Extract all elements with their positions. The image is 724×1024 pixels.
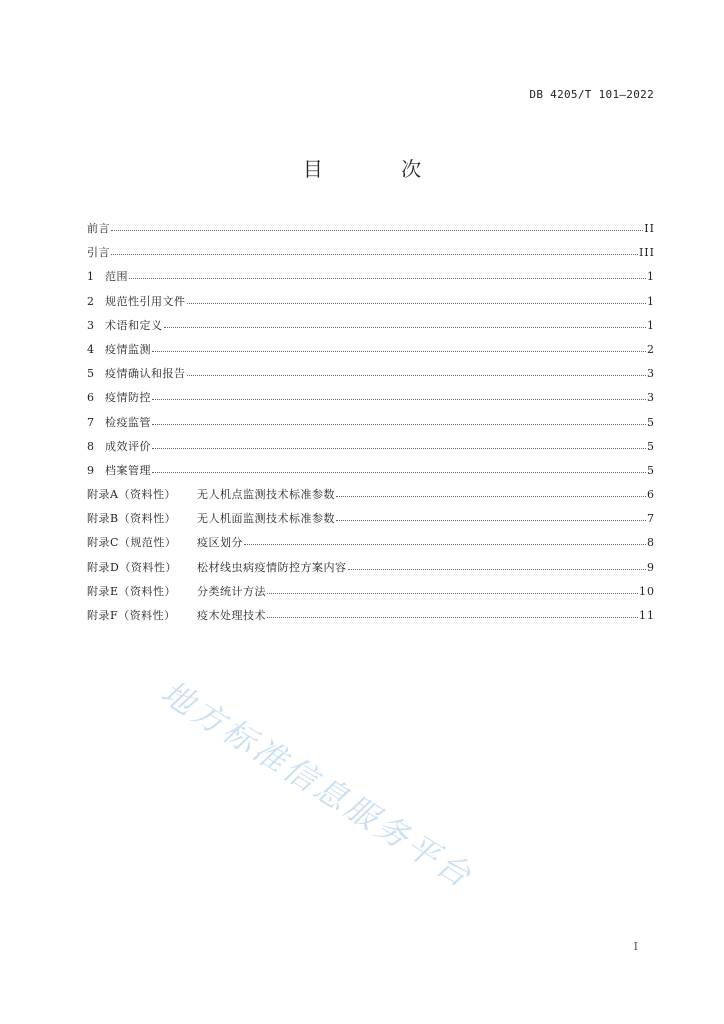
toc-entry-page: 5 xyxy=(647,415,655,429)
toc-entry[interactable] xyxy=(87,293,655,317)
toc-leader-dots xyxy=(348,560,647,570)
toc-leader-dots xyxy=(152,415,646,425)
toc-entry-label: 成效评价 xyxy=(105,439,151,453)
toc-leader-dots xyxy=(164,318,647,328)
watermark: 地方标准信息服务平台 xyxy=(154,673,481,897)
page-title: 目 次 xyxy=(302,157,458,181)
toc-leader-dots xyxy=(129,269,646,279)
toc-entry-page: 8 xyxy=(647,536,655,550)
toc-entry[interactable] xyxy=(87,365,655,389)
toc-entry-page: 7 xyxy=(647,512,655,526)
toc-entry-page: 11 xyxy=(639,609,655,622)
toc-entry-label: 前言 xyxy=(87,222,110,235)
toc-entry[interactable] xyxy=(87,341,655,365)
toc-leader-dots xyxy=(187,366,647,376)
toc-entry-number: 3 xyxy=(87,318,94,332)
table-of-contents xyxy=(87,220,655,631)
toc-entry-label: 松材线虫病疫情防控方案内容 xyxy=(197,560,347,574)
toc-entry-appendix-prefix: 附录D（资料性） xyxy=(87,560,177,574)
toc-entry-page: III xyxy=(638,246,655,260)
toc-entry-label: 分类统计方法 xyxy=(197,584,266,598)
toc-leader-dots xyxy=(267,608,638,618)
toc-entry-number: 7 xyxy=(87,415,94,429)
toc-entry-page: 2 xyxy=(647,342,655,356)
toc-leader-dots xyxy=(244,535,646,545)
toc-entry-label: 术语和定义 xyxy=(105,318,163,332)
toc-entry-number: 1 xyxy=(87,270,94,284)
toc-entry[interactable] xyxy=(87,559,655,583)
toc-leader-dots xyxy=(152,390,646,400)
toc-leader-dots xyxy=(111,245,638,255)
toc-entry-page: II xyxy=(644,222,655,235)
toc-entry-label: 疫情防控 xyxy=(105,391,151,405)
toc-entry[interactable] xyxy=(87,510,655,534)
toc-entry-page: 3 xyxy=(647,391,655,405)
toc-entry-label: 范围 xyxy=(105,270,128,284)
toc-entry[interactable] xyxy=(87,534,655,558)
toc-entry-number: 4 xyxy=(87,342,94,356)
toc-entry-label: 档案管理 xyxy=(105,463,151,477)
toc-leader-dots xyxy=(152,439,646,449)
toc-entry-label: 无人机点监测技术标准参数 xyxy=(197,488,335,502)
toc-entry[interactable] xyxy=(87,583,655,607)
document-code: DB 4205/T 101—2022 xyxy=(529,88,654,101)
toc-entry[interactable] xyxy=(87,220,655,244)
toc-entry-label: 疫情确认和报告 xyxy=(105,367,186,381)
toc-entry-appendix-prefix: 附录B（资料性） xyxy=(87,512,177,526)
toc-entry-page: 1 xyxy=(647,270,655,284)
toc-entry-label: 疫木处理技术 xyxy=(197,609,266,622)
toc-leader-dots xyxy=(111,221,643,231)
toc-entry-number: 6 xyxy=(87,391,94,405)
toc-entry-page: 6 xyxy=(647,488,655,502)
toc-entry-page: 9 xyxy=(647,560,655,574)
toc-leader-dots xyxy=(336,511,646,521)
toc-entry-page: 3 xyxy=(647,367,655,381)
toc-entry-page: 5 xyxy=(647,463,655,477)
toc-entry-label: 引言 xyxy=(87,246,110,260)
toc-entry-number: 2 xyxy=(87,294,94,308)
toc-entry-label: 规范性引用文件 xyxy=(105,294,186,308)
toc-entry-number: 5 xyxy=(87,367,94,381)
toc-entry-page: 5 xyxy=(647,439,655,453)
toc-leader-dots xyxy=(187,294,647,304)
toc-leader-dots xyxy=(152,342,646,352)
toc-entry-label: 疫区划分 xyxy=(197,536,243,550)
toc-entry[interactable] xyxy=(87,607,655,631)
toc-leader-dots xyxy=(152,463,646,473)
toc-entry-appendix-prefix: 附录E（资料性） xyxy=(87,584,177,598)
toc-entry-page: 1 xyxy=(647,294,655,308)
toc-entry[interactable] xyxy=(87,438,655,462)
toc-entry-appendix-prefix: 附录C（规范性） xyxy=(87,536,177,550)
toc-entry-number: 9 xyxy=(87,463,94,477)
toc-entry-number: 8 xyxy=(87,439,94,453)
toc-leader-dots xyxy=(267,584,638,594)
page-number: I xyxy=(633,940,638,953)
toc-entry[interactable] xyxy=(87,389,655,413)
toc-entry[interactable] xyxy=(87,268,655,292)
toc-entry[interactable] xyxy=(87,486,655,510)
toc-entry[interactable] xyxy=(87,462,655,486)
toc-entry-appendix-prefix: 附录F（资料性） xyxy=(87,609,176,622)
toc-entry[interactable] xyxy=(87,244,655,268)
toc-entry-appendix-prefix: 附录A（资料性） xyxy=(87,488,176,502)
toc-entry-label: 疫情监测 xyxy=(105,342,151,356)
toc-entry[interactable] xyxy=(87,317,655,341)
toc-entry-label: 无人机面监测技术标准参数 xyxy=(197,512,335,526)
toc-entry-page: 1 xyxy=(647,318,655,332)
toc-entry[interactable] xyxy=(87,414,655,438)
toc-entry-label: 检疫监管 xyxy=(105,415,151,429)
toc-leader-dots xyxy=(336,487,646,497)
toc-entry-page: 10 xyxy=(639,584,655,598)
